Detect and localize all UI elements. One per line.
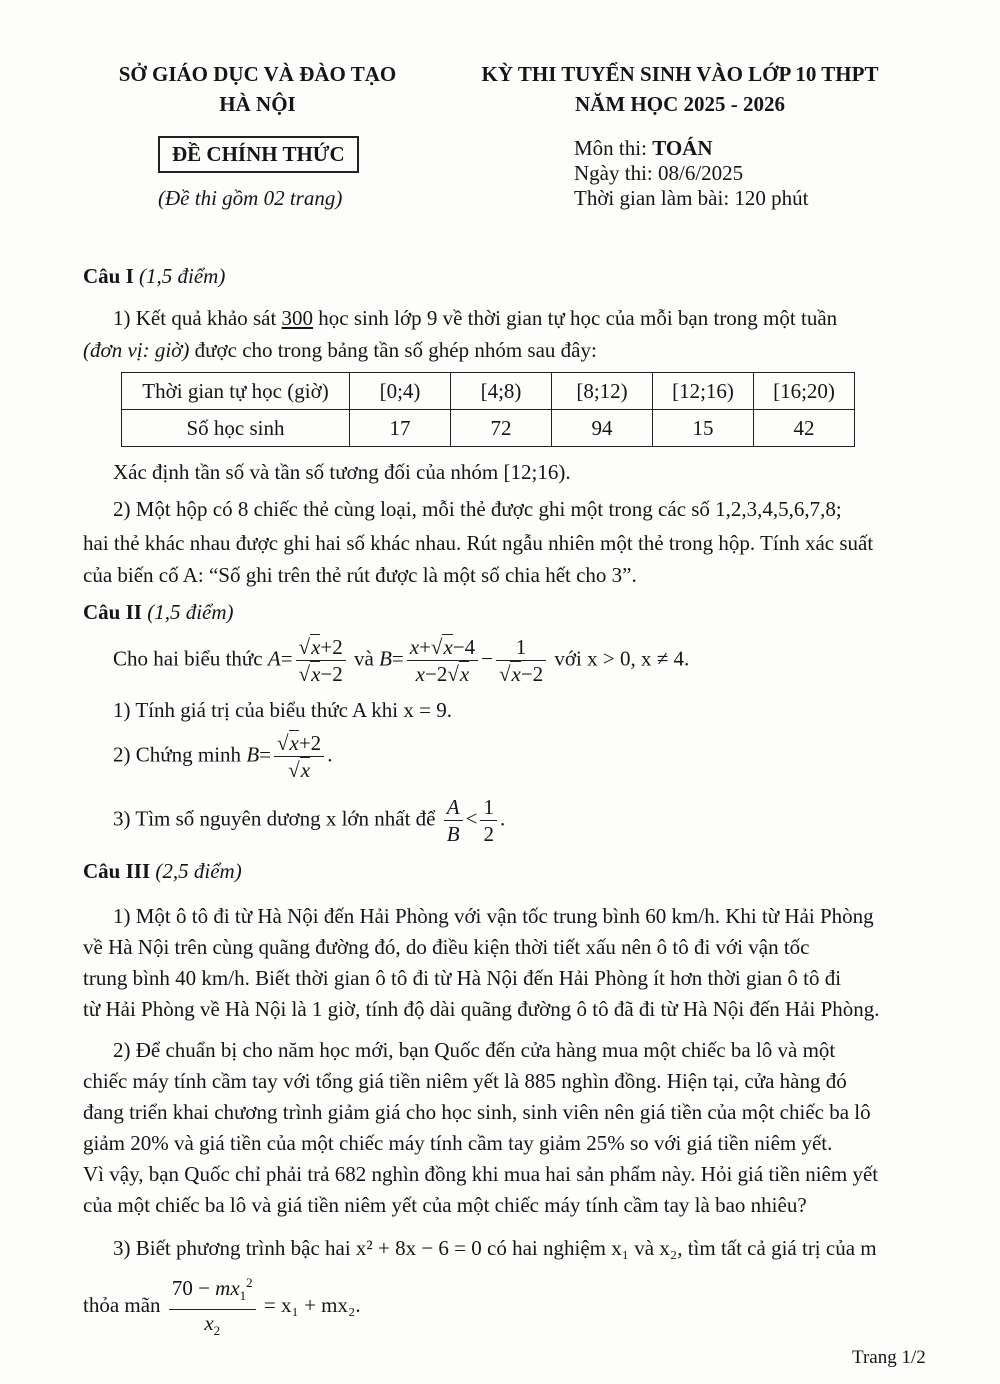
school-year: NĂM HỌC 2025 - 2026 <box>575 92 785 116</box>
q3-p2-line2: chiếc máy tính cầm tay với tổng giá tiền niêm yết là 885 nghìn đồng. Hiện tại, cửa hàng đó <box>83 1069 847 1093</box>
q2-item2-line: 2) Chứng minh B= √ x+2 √ x . <box>113 730 332 783</box>
q1-points: (1,5 điểm) <box>139 264 226 288</box>
q3-p2-line3: đang triển khai chương trình giảm giá cho học sinh, sinh viên nên giá tiền của một chiếc ba lô <box>83 1100 871 1124</box>
q3-p2-line5: Vì vậy, bạn Quốc chỉ phải trả 682 nghìn đồng khi mua hai sản phẩm này. Hỏi giá tiền niêm yết <box>83 1162 879 1186</box>
pages-note: (Đề thi gồm 02 trang) <box>158 186 343 210</box>
q2-condition: với x > 0, x ≠ 4. <box>554 646 690 671</box>
q1-p1-line2 <box>83 338 943 363</box>
q2-title: Câu II <box>83 600 142 624</box>
q1-heading <box>83 264 943 289</box>
q1-p2-line1: 2) Một hộp có 8 chiếc thẻ cùng loại, mỗi thẻ được ghi một trong các số 1,2,3,4,5,6,7,8; <box>113 497 842 521</box>
q3-points: (2,5 điểm) <box>155 859 242 883</box>
q3-p3-line1: 3) Biết phương trình bậc hai x² + 8x − 6 = 0 có hai nghiệm x₁ và x₂, tìm tất cả giá trị của m <box>113 1236 877 1260</box>
q2-and: và <box>353 646 374 671</box>
subject-value: TOÁN <box>652 136 713 160</box>
q3-title: Câu III <box>83 859 151 883</box>
q2-item2: 2) Chứng minh <box>113 742 242 767</box>
q3-heading <box>83 859 943 884</box>
table-cell-count: 42 <box>754 410 855 447</box>
table-cell-group: [12;16) <box>653 373 754 410</box>
table-cell-group: [16;20) <box>754 373 855 410</box>
q1-p1-unit: (đơn vị: giờ) <box>83 338 190 362</box>
q3-p2-line6: của một chiếc ba lô và giá tiền niêm yết của một chiếc máy tính cầm tay là bao nhiêu? <box>83 1193 807 1217</box>
q3-p3-label: thỏa mãn <box>83 1293 161 1317</box>
q1-p1-text-c: được cho trong bảng tần số ghép nhóm sau đây: <box>189 338 597 362</box>
expr-b-fraction2: 1 √ x−2 <box>496 634 546 687</box>
subject-line <box>574 136 712 161</box>
q3-p2-line1: 2) Để chuẩn bị cho năm học mới, bạn Quốc đến cửa hàng mua một chiếc ba lô và một <box>113 1038 836 1062</box>
q1-p2-line3: của biến cố A: “Số ghi trên thẻ rút được là một số chia hết cho 3”. <box>83 563 637 587</box>
subject-label: Môn thi: <box>574 136 653 160</box>
page-number: Trang 1/2 <box>852 1347 926 1368</box>
q2-intro: Cho hai biểu thức <box>113 646 263 671</box>
q1-p1-text-a: 1) Kết quả khảo sát <box>113 306 282 330</box>
official-exam-badge: ĐỀ CHÍNH THỨC <box>158 136 359 173</box>
q1-p1-task: Xác định tần số và tần số tương đối của nhóm [12;16). <box>113 460 571 484</box>
q2-item3: 3) Tìm số nguyên dương x lớn nhất để <box>113 806 436 831</box>
table-cell-count: 15 <box>653 410 754 447</box>
exam-date: Ngày thi: 08/6/2025 <box>574 161 744 185</box>
q3-p1-line2: về Hà Nội trên cùng quãng đường đó, do điều kiện thời tiết xấu nên ô tô đi với vận tốc <box>83 935 810 959</box>
q2-expressions: Cho hai biểu thức A= √ x+2 √ x−2 và B= $\frac{x+√ x-4}{x-2√ x}$ − 1 √ x−2 với x > 0, x ≠ 4. <box>113 634 689 687</box>
q1-p2-line2: hai thẻ khác nhau được ghi hai số khác nhau. Rút ngẫu nhiên một thẻ trong hộp. Tính xác suất <box>83 531 874 555</box>
q2-item3-line: 3) Tìm số nguyên dương x lớn nhất để $\frac{A}{B}$ < $\frac{1}{2}$ . <box>113 795 506 846</box>
q2-points: (1,5 điểm) <box>147 600 234 624</box>
expr-b-fraction1: $\frac{x+√ x-4}{x-2√ x}$ <box>407 634 478 687</box>
condition-fraction: $\frac{70 - mx_1^2}{x_2}$ <box>169 1270 256 1344</box>
expr-a-fraction: √ x+2 √ x−2 <box>296 634 346 687</box>
table-cell-group: [4;8) <box>451 373 552 410</box>
table-cell-label: Thời gian tự học (giờ) <box>122 373 350 410</box>
city-name: HÀ NỘI <box>219 92 296 116</box>
one-half-fraction: $\frac{1}{2}$ <box>480 794 497 847</box>
table-cell-label: Số học sinh <box>122 410 350 447</box>
proof-b-fraction: √ x+2 √ x <box>274 730 324 783</box>
q3-p3-condition <box>83 1270 361 1344</box>
table-cell-count: 17 <box>350 410 451 447</box>
department-name: SỞ GIÁO DỤC VÀ ĐÀO TẠO <box>118 62 397 86</box>
table-cell-count: 72 <box>451 410 552 447</box>
table-cell-group: [0;4) <box>350 373 451 410</box>
table-row-counts <box>122 410 855 447</box>
q3-p3-rhs: = x₁ + mx₂. <box>263 1293 361 1317</box>
table-row-groups <box>122 373 855 410</box>
q1-p1-text-b: học sinh lớp 9 về thời gian tự học của mỗi bạn trong một tuần <box>313 306 838 330</box>
q3-p1-line3: trung bình 40 km/h. Biết thời gian ô tô đi từ Hà Nội đến Hải Phòng ít hơn thời gian ô tô đi <box>83 966 842 990</box>
table-cell-group: [8;12) <box>552 373 653 410</box>
q1-title: Câu I <box>83 264 134 288</box>
exam-title: KỲ THI TUYỂN SINH VÀO LỚP 10 THPT <box>481 62 879 86</box>
exam-duration: Thời gian làm bài: 120 phút <box>574 186 809 210</box>
q1-p1-line1 <box>113 306 973 331</box>
q2-item1: 1) Tính giá trị của biểu thức A khi x = 9. <box>113 698 452 722</box>
q3-p1-line4: từ Hải Phòng về Hà Nội là 1 giờ, tính độ dài quãng đường ô tô đã đi từ Hà Nội đến Hải Phòng. <box>83 997 880 1021</box>
q2-heading <box>83 600 943 625</box>
q3-p1-line1: 1) Một ô tô đi từ Hà Nội đến Hải Phòng với vận tốc trung bình 60 km/h. Khi từ Hải Phòng <box>113 904 874 928</box>
table-cell-count: 94 <box>552 410 653 447</box>
frequency-table <box>121 372 855 447</box>
q3-p2-line4: giảm 20% và giá tiền của một chiếc máy tính cầm tay giảm 25% so với giá tiền niêm yết. <box>83 1131 833 1155</box>
ratio-a-b-fraction: $\frac{A}{B}$ <box>444 794 463 847</box>
q1-p1-student-count: 300 <box>281 306 314 330</box>
